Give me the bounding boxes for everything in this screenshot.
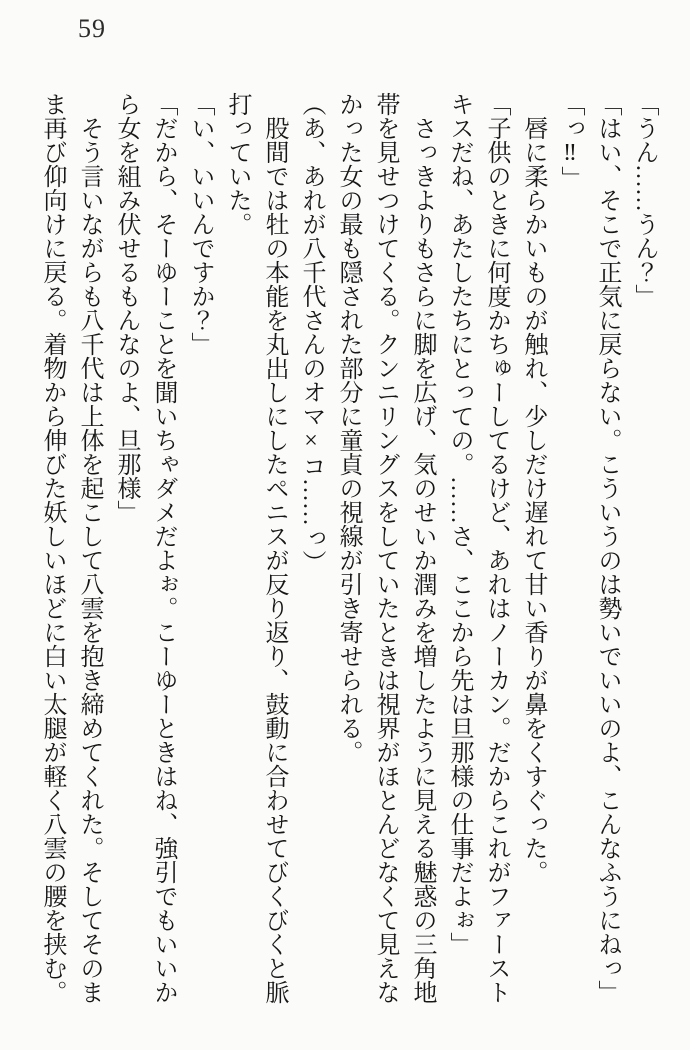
paragraph: 「うん……うん？」 bbox=[631, 92, 657, 308]
paragraph: 「っ‼」 bbox=[557, 92, 583, 190]
paragraph: 「い、いいんですか？」 bbox=[187, 92, 213, 356]
paragraph: 「だから、そーゆーことを聞いちゃダメだよぉ。こーゆーときはね、強引でもいいから女を組み伏せるもんなのよ、旦那様」 bbox=[113, 92, 176, 1004]
paragraph: 「はい、そこで正気に戻らない。こういうのは勢いでいいのよ、こんなふうにねっ」 bbox=[594, 92, 620, 1004]
paragraph: 唇に柔らかいものが触れ、少しだけ遅れて甘い香りが鼻をくすぐった。 bbox=[520, 116, 546, 884]
text-body bbox=[33, 92, 662, 1008]
paragraph: 股間では牡の本能を丸出しにしたペニスが反り返り、鼓動に合わせてびくびくと脈打っていた。 bbox=[224, 92, 287, 1004]
paragraph: （あ、あれが八千代さんのオマ×コ……っ） bbox=[298, 92, 324, 574]
paragraph: そう言いながらも八千代は上体を起こして八雲を抱き締めてくれた。そしてそのまま再び仰向けに戻る。着物から伸びた妖しいほどに白い太腿が軽く八雲の腰を挟む。 bbox=[39, 92, 102, 1004]
paragraph: 「子供のときに何度かちゅーしてるけど、あれはノーカン。だからこれがファーストキスだね、あたしたちにとっての。……さ、ここから先は旦那様の仕事だよぉ」 bbox=[446, 92, 509, 1004]
paragraph: さっきよりもさらに脚を広げ、気のせいか潤みを増したように見える魅惑の三角地帯を見せつけてくる。クンニリングスをしていたときは視界がほとんどなくて見えなかった女の最も隠された部分に童貞の視線が引き寄せられる。 bbox=[335, 92, 435, 1004]
page-number: 59 bbox=[78, 14, 106, 43]
